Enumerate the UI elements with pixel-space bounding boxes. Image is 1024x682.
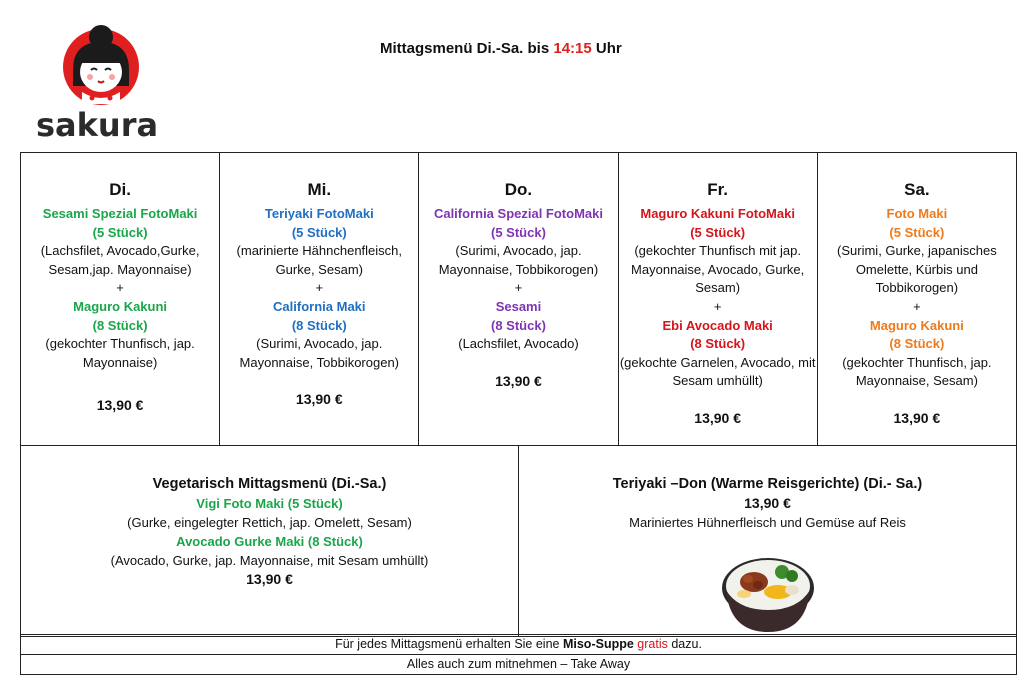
sakura-logo [36, 20, 166, 144]
day-name: Di. [109, 180, 131, 199]
price: 13,90 € [893, 409, 941, 426]
dish-2-count: (8 Stück) [889, 336, 945, 352]
plus-sign: + [913, 298, 921, 314]
price: 13,90 € [96, 397, 144, 414]
dish-2: Sesami [495, 298, 542, 314]
teriyaki-don-desc: Mariniertes Hühnerfleisch und Gemüse auf Reis [629, 515, 906, 530]
dish-1: Teriyaki FotoMaki [264, 206, 374, 221]
weekday-row [21, 153, 1017, 446]
footer-note-gratis: gratis [633, 637, 668, 651]
day-name: Fr. [707, 180, 729, 199]
day-name: Mi. [307, 180, 332, 199]
dish-1-count: (5 Stück) [291, 224, 347, 240]
logo-text: sakura [36, 106, 159, 144]
special-row [21, 446, 1017, 637]
teriyaki-don-title: Teriyaki –Don (Warme Reisgerichte) (Di.- Sa.) [612, 476, 923, 492]
weekday-menu-table [20, 152, 1017, 446]
teriyaki-don-cell [519, 446, 1017, 637]
plus-sign: + [116, 280, 124, 296]
rice-bowl-icon [718, 546, 818, 636]
dish-1-count: (5 Stück) [690, 224, 746, 240]
geisha-face-icon [36, 20, 166, 110]
footer-note-suffix: dazu. [667, 637, 702, 651]
footer-note-prefix: Für jedes Mittagsmenü erhalten Sie eine [335, 637, 563, 651]
page-title [380, 40, 622, 57]
dish-1-count: (5 Stück) [889, 224, 945, 240]
dish-1-desc: (gekochter Thunfisch mit jap. Mayonnaise, Avocado, Gurke, Sesam) [631, 243, 805, 296]
special-menu-table [20, 445, 1017, 637]
take-away-note: Alles auch zum mitnehmen – Take Away [21, 655, 1017, 675]
dish-2-count: (8 Stück) [291, 317, 347, 333]
vegetarian-price: 13,90 € [246, 571, 293, 587]
dish-2-desc: (Lachsfilet, Avocado) [458, 336, 579, 352]
plus-sign: + [315, 280, 324, 296]
dish-2-count: (8 Stück) [491, 317, 546, 333]
dish-2-desc: (gekochter Thunfisch, jap. Mayonnaise, Sesam) [842, 354, 992, 389]
headline-time: 14:15 [553, 40, 592, 57]
footer-row-1 [21, 635, 1017, 655]
day-cell-mi [220, 153, 419, 446]
price: 13,90 € [694, 409, 742, 426]
dish-2-desc: (gekochte Garnelen, Avocado, mit Sesam umhüllt) [619, 354, 816, 389]
vegetarian-dish-2: Avocado Gurke Maki (8 Stück) [176, 534, 363, 549]
vegetarian-title: Vegetarisch Mittagsmenü (Di.-Sa.) [152, 476, 387, 492]
day-cell-fr [618, 153, 817, 446]
plus-sign: + [514, 280, 523, 296]
dish-1-desc: (marinierte Hähnchenfleisch, Gurke, Sesam) [236, 243, 403, 277]
dish-2: California Maki [273, 298, 366, 314]
dish-2: Ebi Avocado Maki [662, 317, 773, 333]
vegetarian-desc-1: (Gurke, eingelegter Rettich, jap. Omelett, Sesam) [127, 515, 412, 530]
dish-1: Sesami Spezial FotoMaki [42, 206, 198, 221]
day-name: Do. [504, 180, 533, 199]
price: 13,90 € [495, 372, 542, 389]
dish-2-desc: (Surimi, Avocado, jap. Mayonnaise, Tobbikorogen) [239, 336, 400, 370]
day-cell-sa [817, 153, 1016, 446]
dish-2-count: (8 Stück) [92, 317, 148, 333]
dish-1-desc: (Surimi, Avocado, jap. Mayonnaise, Tobbikorogen) [438, 243, 599, 277]
vegetarian-desc-2: (Avocado, Gurke, jap. Mayonnaise, mit Sesam umhüllt) [110, 553, 429, 568]
dish-1-count: (5 Stück) [491, 224, 546, 240]
teriyaki-don-price: 13,90 € [744, 495, 791, 511]
dish-1-count: (5 Stück) [92, 224, 148, 240]
dish-1-desc: (Surimi, Gurke, japanisches Omelette, Kürbis und Tobbikorogen) [837, 243, 997, 296]
dish-1: Maguro Kakuni FotoMaki [640, 206, 795, 221]
miso-soup-note [21, 635, 1017, 655]
headline-suffix: Uhr [591, 40, 622, 57]
dish-2-count: (8 Stück) [690, 336, 746, 352]
vegetarian-menu-cell [21, 446, 519, 637]
day-cell-di [21, 153, 220, 446]
day-cell-do [419, 153, 618, 446]
plus-sign: + [713, 298, 722, 314]
price: 13,90 € [295, 391, 343, 408]
dish-2-desc: (gekochter Thunfisch, jap. Mayonnaise) [45, 336, 195, 370]
dish-1-desc: (Lachsfilet, Avocado,Gurke, Sesam,jap. Mayonnaise) [40, 243, 200, 277]
dish-1: California Spezial FotoMaki [433, 206, 603, 221]
dish-1: Foto Maki [886, 206, 948, 221]
footer-row-2 [21, 655, 1017, 675]
dish-2: Maguro Kakuni [869, 317, 964, 333]
day-name: Sa. [904, 180, 930, 199]
footer-table [20, 634, 1017, 675]
vegetarian-dish-1: Vigi Foto Maki (5 Stück) [196, 496, 343, 511]
headline-prefix: Mittagsmenü Di.-Sa. bis [380, 40, 554, 57]
dish-2: Maguro Kakuni [73, 298, 168, 314]
footer-note-miso: Miso-Suppe [562, 637, 634, 651]
